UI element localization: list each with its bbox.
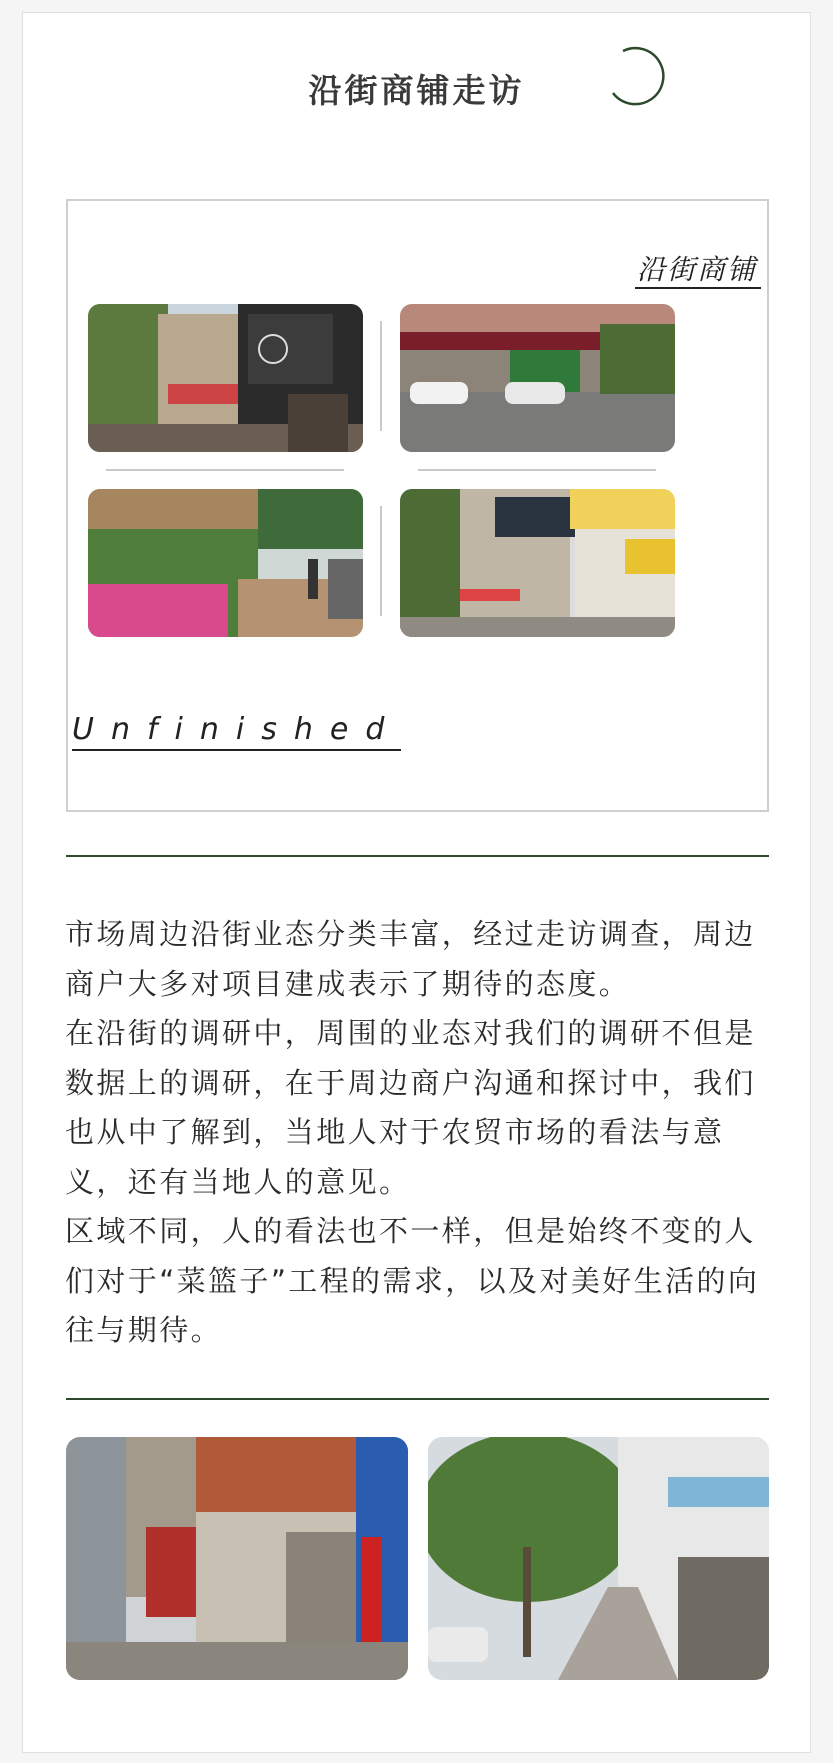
street-shops-photo-1 (88, 304, 363, 452)
bottom-photo-street (428, 1437, 769, 1680)
photo-gallery-frame (66, 199, 769, 812)
street-shops-photo-2 (400, 304, 675, 452)
gallery-footer-caption: Unfinished (72, 711, 401, 751)
article-body (65, 910, 780, 1356)
article-page (22, 12, 811, 1753)
gallery-divider (380, 506, 382, 616)
article-paragraph: 在沿街的调研中，周围的业态对我们的调研不但是数据上的调研，在于周边商户沟通和探讨中，我们也从中了解到，当地人对于农贸市场的看法与意义，还有当地人的意见。 (65, 1016, 756, 1199)
article-paragraph: 市场周边沿街业态分类丰富，经过走访调查，周边商户大多对项目建成表示了期待的态度。 (65, 917, 756, 1001)
page-title: 沿街商铺走访 (308, 71, 525, 110)
bottom-photo-storefront (66, 1437, 408, 1680)
street-shops-photo-4 (400, 489, 675, 637)
section-divider (66, 1398, 769, 1400)
street-shops-photo-3 (88, 489, 363, 637)
gallery-divider (418, 469, 656, 471)
article-paragraph: 区域不同，人的看法也不一样，但是始终不变的人们对于“菜篮子”工程的需求，以及对美好生活的向往与期待。 (65, 1214, 760, 1347)
gallery-divider (106, 469, 344, 471)
gallery-caption: 沿街商铺 (635, 253, 761, 289)
decorative-arc-icon (601, 41, 671, 111)
gallery-divider (380, 321, 382, 431)
section-divider (66, 855, 769, 857)
